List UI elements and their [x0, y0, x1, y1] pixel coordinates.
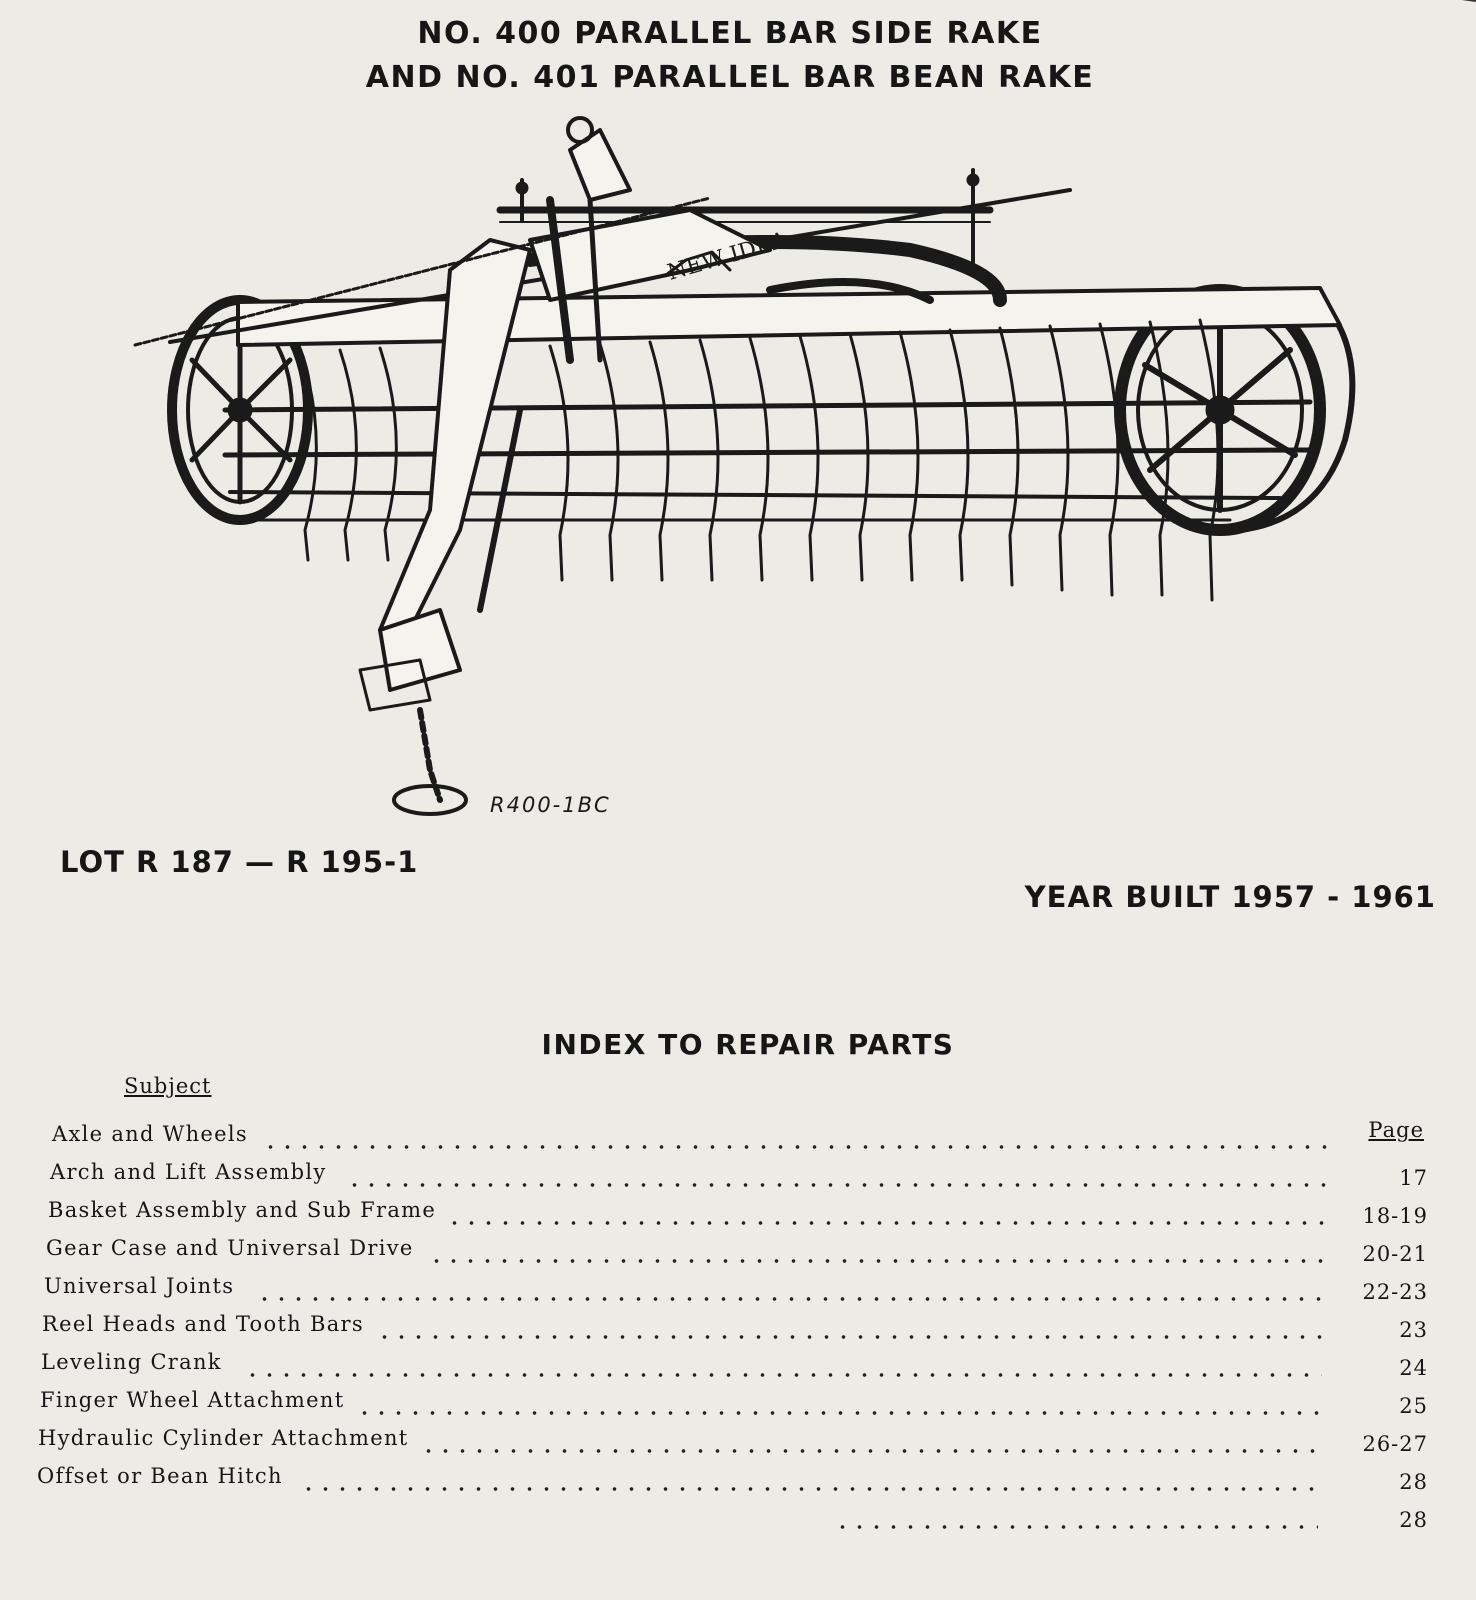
index-page: 20-21	[1362, 1242, 1428, 1266]
rake-illustration	[130, 110, 1380, 850]
leader-dots	[300, 1487, 1318, 1491]
leader-dots	[262, 1145, 1328, 1149]
leader-dots	[428, 1259, 1324, 1263]
index-subject: Reel Heads and Tooth Bars	[42, 1312, 364, 1336]
title-line-2: AND NO. 401 PARALLEL BAR BEAN RAKE	[365, 60, 1095, 95]
index-subject: Hydraulic Cylinder Attachment	[38, 1426, 409, 1450]
leader-dots	[420, 1449, 1318, 1453]
index-subject: Leveling Crank	[41, 1350, 222, 1374]
index-page: 22-23	[1362, 1280, 1428, 1304]
title-line-1: NO. 400 PARALLEL BAR SIDE RAKE	[417, 16, 1043, 51]
leader-dots	[376, 1335, 1322, 1339]
index-subject: Arch and Lift Assembly	[50, 1160, 327, 1184]
leader-dots	[256, 1297, 1324, 1301]
page-edge-line	[1404, 0, 1476, 16]
index-page: 24	[1399, 1356, 1428, 1380]
leader-dots	[446, 1221, 1326, 1225]
index-subject: Gear Case and Universal Drive	[46, 1236, 414, 1260]
index-page: 18-19	[1362, 1204, 1428, 1228]
leader-dots	[244, 1373, 1322, 1377]
index-page: 28	[1399, 1470, 1428, 1494]
subject-header: Subject	[124, 1074, 212, 1098]
index-subject: Offset or Bean Hitch	[37, 1464, 283, 1488]
index-page: 17	[1399, 1166, 1428, 1190]
basket-frame	[170, 170, 1340, 520]
leader-dots	[346, 1183, 1326, 1187]
lot-range: LOT R 187 — R 195-1	[60, 845, 419, 879]
index-subject: Axle and Wheels	[52, 1122, 248, 1146]
index-page: 28	[1399, 1508, 1428, 1532]
figure-code: R400-1BC	[490, 793, 611, 817]
index-subject: Finger Wheel Attachment	[40, 1388, 345, 1412]
year-built: YEAR BUILT 1957 - 1961	[1024, 880, 1436, 914]
index-subject: Basket Assembly and Sub Frame	[48, 1198, 437, 1222]
page-header: Page	[1368, 1118, 1424, 1142]
index-page: 26-27	[1362, 1432, 1428, 1456]
index-page: 25	[1399, 1394, 1428, 1418]
index-page: 23	[1399, 1318, 1428, 1342]
index-title: INDEX TO REPAIR PARTS	[541, 1028, 955, 1061]
brand-plate-text: NEW IDEA	[664, 227, 791, 286]
leader-dots	[356, 1411, 1320, 1415]
index-subject: Universal Joints	[44, 1274, 235, 1298]
leader-dots	[834, 1525, 1318, 1529]
